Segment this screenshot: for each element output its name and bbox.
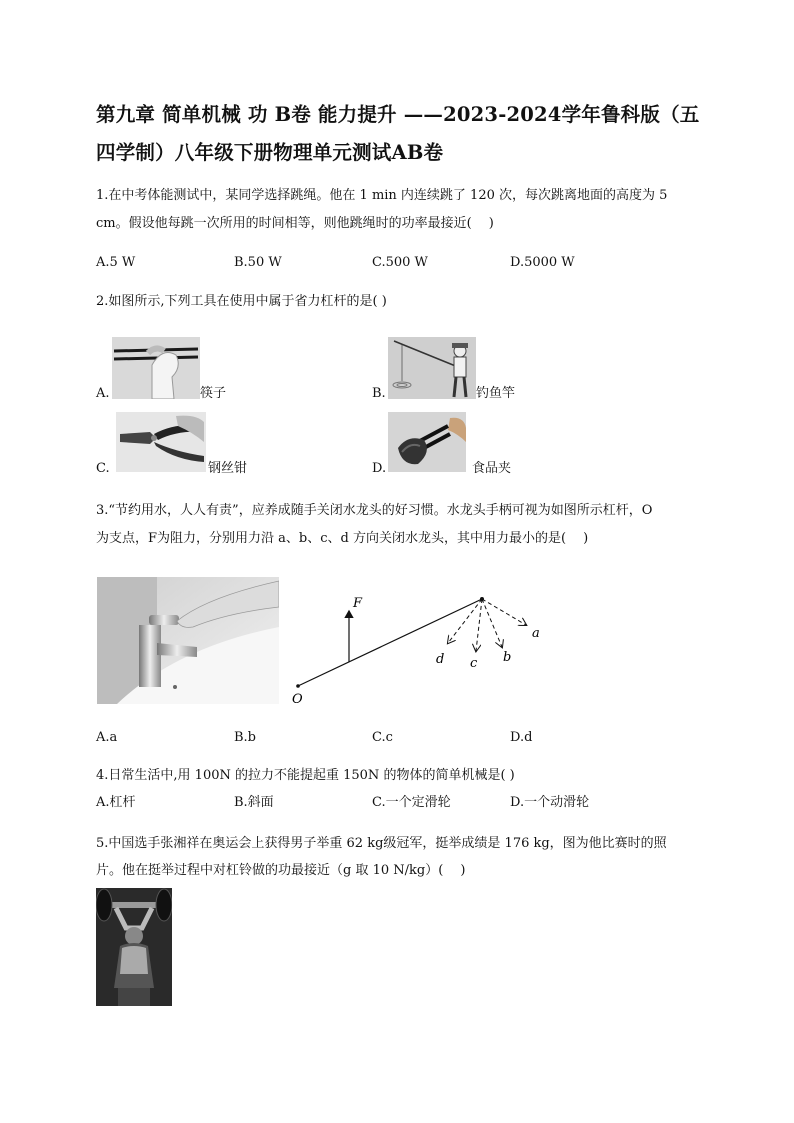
q2-option-b-label: 钓鱼竿 [476,386,516,401]
q4-option-c: C.一个定滑轮 [372,795,451,810]
q1-option-b: B.50 W [234,255,282,270]
q1-option-c: C.500 W [372,255,428,270]
q3-option-b: B.b [234,730,257,745]
q2-line-1: 2.如图所示,下列工具在使用中属于省力杠杆的是( ) [96,294,387,309]
q1-option-a: A.5 W [96,255,136,270]
q5-line-2: 片。他在挺举过程中对杠铃做的功最接近（g 取 10 N/kg）( ) [96,863,466,878]
direction-c-label: c [470,656,478,671]
q5-line-1: 5.中国选手张湘祥在奥运会上获得男子举重 62 kg级冠军，挺举成绩是 176 kg，图为他比赛时的照 [96,836,667,851]
q4-option-b: B.斜面 [234,795,274,810]
direction-b-label: b [503,650,512,665]
q1-line-1: 1.在中考体能测试中，某同学选择跳绳。他在 1 min 内连续跳了 120 次，每次跳离地面的高度为 5 [96,188,668,203]
title-line-2: 四学制）八年级下册物理单元测试AB卷 [96,141,444,164]
q2-option-a-label: 筷子 [200,386,227,401]
q3-option-d: D.d [510,730,533,745]
q2-option-c-letter: C. [96,461,110,476]
q2-option-b-letter: B. [372,386,386,401]
weightlifter-photo [96,888,172,1006]
q2-option-d-letter: D. [372,461,387,476]
q4-option-a: A.杠杆 [96,795,136,810]
food-tongs-image [388,412,466,472]
lever-diagram [286,587,556,709]
q4-option-d: D.一个动滑轮 [510,795,590,810]
q2-option-c-label: 钢丝钳 [208,461,248,476]
page-title [96,96,716,172]
title-line-1: 第九章 简单机械 功 B卷 能力提升 ——2023-2024学年鲁科版（五 [96,103,700,126]
q1-line-2: cm。假设他每跳一次所用的时间相等，则他跳绳时的功率最接近( ) [96,216,494,231]
q2-option-a-letter: A. [96,386,110,401]
force-f-label: F [353,596,363,611]
pliers-image [116,412,206,472]
q2-option-d-label: 食品夹 [472,461,512,476]
faucet-photo [97,577,279,704]
direction-a-label: a [532,626,540,641]
q3-line-2: 为支点，F为阻力，分别用力沿 a、b、c、d 方向关闭水龙头，其中用力最小的是( ) [96,531,589,546]
direction-d-label: d [436,652,445,667]
chopsticks-image [112,337,200,399]
q3-option-a: A.a [96,730,118,745]
q4-line-1: 4.日常生活中,用 100N 的拉力不能提起重 150N 的物体的简单机械是( ) [96,768,515,783]
q1-option-d: D.5000 W [510,255,575,270]
q3-line-1: 3.“节约用水，人人有责”，应养成随手关闭水龙头的好习惯。水龙头手柄可视为如图所示杠杆，O [96,503,653,518]
fishing-rod-image [388,337,476,399]
q3-option-c: C.c [372,730,393,745]
fulcrum-o-label: O [292,692,303,707]
